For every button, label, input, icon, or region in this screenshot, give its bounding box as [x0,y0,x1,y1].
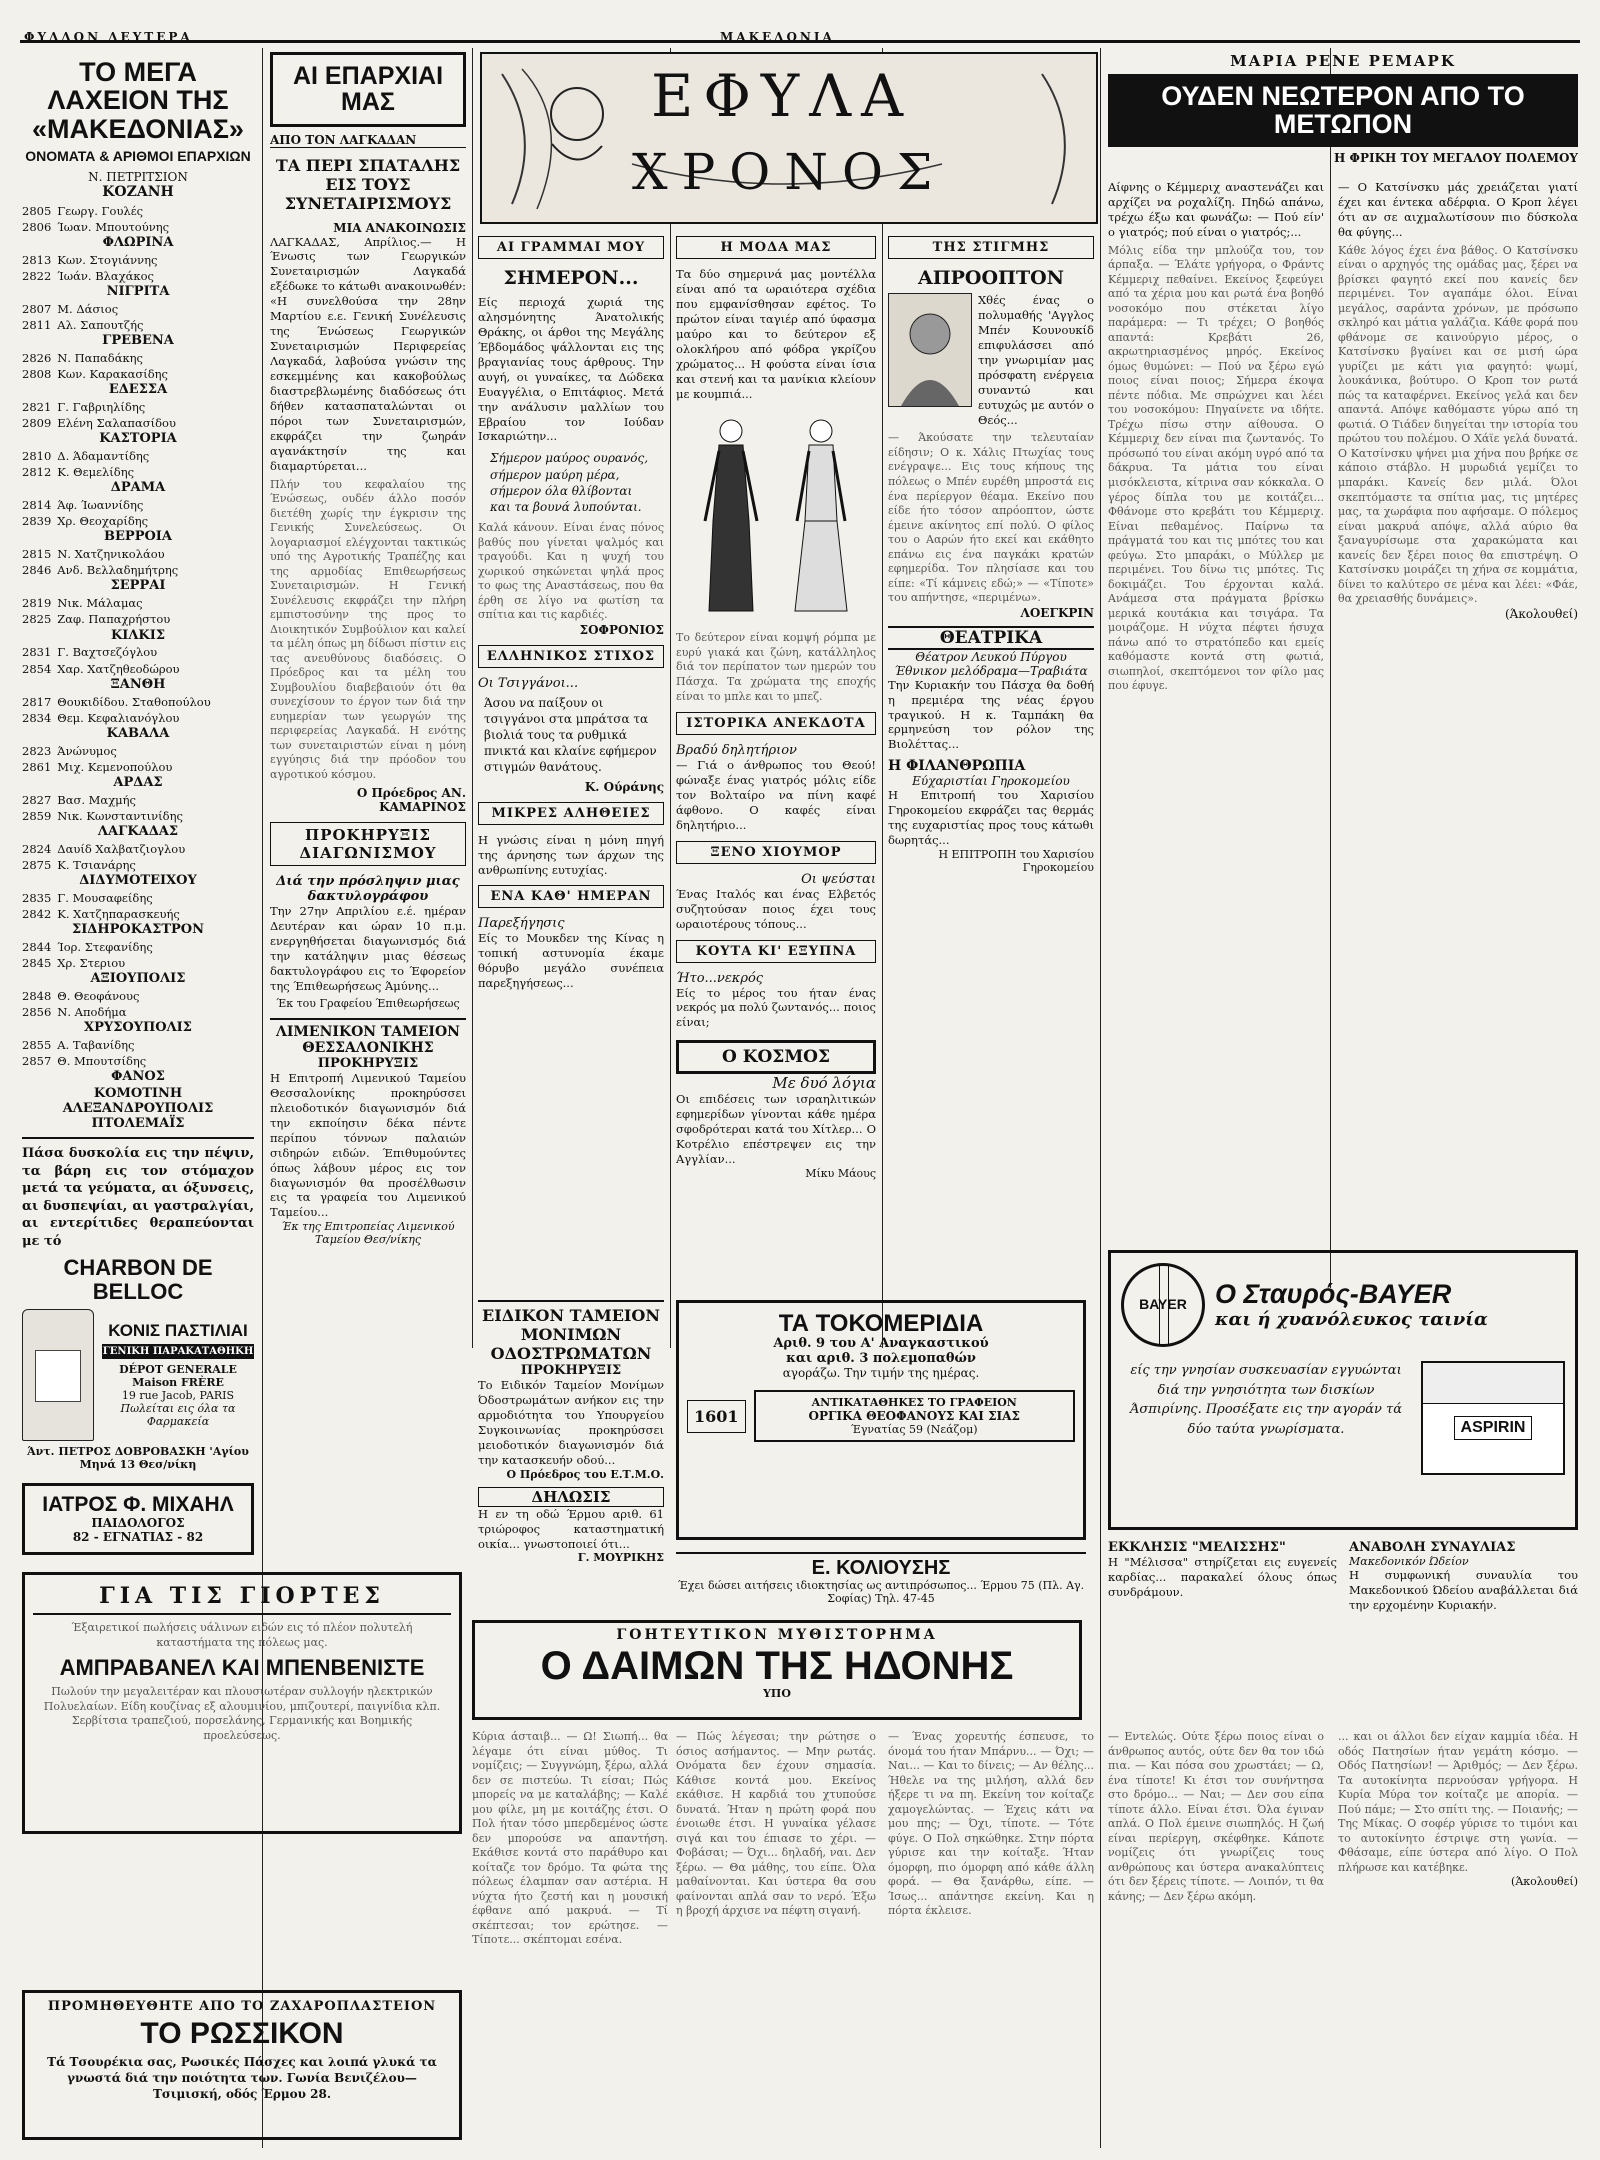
foreign-body: Ένας Ιταλός και ένας Ελβετός συζητούσαν ποιος έχει τους ωραιοτέρους τόπους... [676,886,876,931]
lottery-entry-number: 2857 [22,1054,52,1069]
lottery-entry-number: 2824 [22,841,52,856]
eparchies-from: ΑΠΟ ΤΟΝ ΛΑΓΚΑΔΑΝ [270,133,466,148]
kolioussis-line: Έχει δώσει αιτήσεις ιδιοκτησίας ως αντιπρόσωπος... Έρμου 75 (Πλ. Αγ. Σοφίας) Τηλ. 47-45 [677,1579,1085,1605]
lottery-entry [22,350,254,366]
lottery-region-heading: ΑΛΕΞΑΝΔΡΟΥΠΟΛΙΣ [62,1101,214,1117]
lottery-entry [22,710,254,726]
lottery-entry-number: 2856 [22,1005,52,1020]
postponed-body: Η συμφωνική συναυλία του Μακεδονικού Ώδείου αναβάλλεται διά την ερχομένην Κυριακήν. [1349,1568,1578,1612]
bayer-ad [1108,1250,1578,1530]
foreign-section: ΞΕΝΟ ΧΙΟΥΜΟΡ [676,841,876,864]
moment-section: ΤΗΣ ΣΤΙΓΜΗΣ [888,236,1094,259]
novel-title-bar [1108,74,1578,147]
historical-sub: Βραδύ δηλητήριον [676,743,797,759]
lottery-entry [22,694,254,710]
novel-column-1 [1108,180,1324,1240]
serial-cont: (Άκολουθεί) [1511,1875,1578,1889]
world-section [676,1040,876,1074]
historical-section: ΙΣΤΟΡΙΚΑ ΑΝΕΚΔΟΤΑ [676,712,876,735]
novel-title: ΟΥΔΕΝ ΝΕΩΤΕΡΟΝ ΑΠΟ ΤΟ ΜΕΤΩΠΟΝ [1161,81,1525,140]
lottery-entry-name: Ζαφ. Παπαχρήστου [57,612,171,627]
lottery-entry [22,1053,254,1069]
typing-contest-title: ΠΡΟΚΗΡΥΞΙΣ ΔΙΑΓΩΝΙΣΜΟΥ [270,822,466,866]
foreign-sub: Οι ψεύσται [801,871,876,887]
lottery-entry-name: Α. Ταβανίδης [57,1038,135,1053]
lottery-entry [22,955,254,971]
lottery-region-heading: ΚΟΜΟΤΙΝΗ [93,1086,183,1102]
puzzle-sub: Ήτο...νεκρός [676,970,764,986]
lottery-entry-name: Βασ. Μαχμής [57,792,136,807]
lottery-entry-name: Γεωργ. Γουλές [57,203,144,218]
typing-contest-sub: Διά την πρόσληψιν μιας δακτυλογράφου [276,874,460,905]
bayer-sub: και ή χυανόλευκος ταινία [1215,1308,1488,1330]
lottery-subtitle: ΟΝΟΜΑΤΑ & ΑΡΙΘΜΟΙ ΕΠΑΡΧΙΩΝ [25,148,251,165]
serial-tag: ΓΟΗΤΕΥΤΙΚΟΝ ΜΥΘΙΣΤΟΡΗΜΑ [616,1627,938,1643]
lottery-region-heading: ΓΡΕΒΕΝΑ [102,333,174,349]
tokomeridia-line3: αγοράζω. Την τιμήν της ημέρας. [782,1366,980,1381]
serial-col-1: Κύρια άσταιβ... — Ω! Σιωπή... θα λέγαμε ότι είναι μύθος. Τι νομίζεις; — Συγγνώμη, ξέρω, αλλά δεν σε πιστεύω. Τι είσαι; Πώς μπορείς να με καταλάβης; — Καλέ μου φίλε, μη με κοιτάζης έτσι. Ο Πολ ήταν τόσο μπερδεμένος ώστε δεν μπορούσε να απαντήση. Εκάθισε κοντά στο παράθυρο και κοίταζε τον δρόμο. Τα φώτα της πόλεως έλαμπαν σαν αστέρια. Η νύχτα ήτο ζεστή και η μουσική έφθανε από μακρυά. — Τί σκέπτεσαι; τον ερώτησε. — Τίποτε... σκέπτομαι εσένα. [472,1730,668,1947]
eparchies-kicker: ΜΙΑ ΑΝΑΚΟΙΝΩΣΙΣ [333,220,466,235]
lottery-entry-name: Κων. Καρακασίδης [57,367,169,382]
typing-contest-sign: Έκ του Γραφείου Έπιθεωρήσεως [276,996,460,1010]
eparchies-column [270,52,466,1562]
lottery-entry [22,562,254,578]
lottery-region-heading: ΒΕΡΡΟΙΑ [104,529,172,545]
russikon-head: ΠΡΟΜΗΘΕΥΘΗΤΕ ΑΠΟ ΤΟ ΖΑΧΑΡΟΠΛΑΣΤΕΙΟΝ [47,1999,437,2014]
lottery-region-heading: ΦΑΝΟΣ [111,1069,165,1085]
letters-column [478,228,664,1292]
lottery-entry-number: 2861 [22,759,52,774]
verse-text: Άσου να παίξουν οι τσιγγάνοι στα μπράτσα τα βιολιά τους τα ρυθμικά πνικτά και κλαίνε εφήμερον στιγμών θανάτους. [484,695,657,775]
lottery-entry [22,513,254,529]
serial-col-4: — Εντελώς. Ούτε ξέρω ποιος είναι ο άνθρωπος αυτός, ούτε δεν θα τον ιδώ πια. — Και πόσα σου χρωστάει; — Ω, ένα τίποτε! Κι έτσι τον συνήντησα στο δρόμο... — Ναι; — Δεν σου είπα τίποτε άλλο. Είναι έτσι. Όλα έγιναν απλά. Ο Πολ έμεινε σιωπηλός. Η ζωή είναι περίεργη, σκέφθηκε. Κάποτε νομίζεις ότι γνωρίζεις τους ανθρώπους και ύστερα ανακαλύπτεις ότι δεν ξέρεις τίποτε. — Λοιπόν, τι θα κάνης; — Δεν ξέρω ακόμη. [1108,1730,1324,1903]
moment-sign: ΛΟΕΓΚΡΙΝ [1020,605,1094,620]
truths-section: ΜΙΚΡΕΣ ΑΛΗΘΕΙΕΣ [478,802,664,825]
lottery-entry-name: Ίορ. Στεφανίδης [57,939,153,954]
notice-sign: Γ. ΜΟΥΡΙΚΗΣ [577,1551,664,1565]
lottery-entry [22,366,254,382]
doctor-ad [22,1483,254,1555]
belloc-depot: DÉPOT GENERALE Maison FRÈRE [119,1362,237,1389]
church-column [888,1300,1094,1610]
tokomeridia-agency: ΑΝΤΙΚΑΤΑΘΗΚΕΣ ΤΟ ΓΡΑΦΕΙΟΝ [811,1396,1017,1410]
belloc-copy: Πάσα δυσκολία εις την πέψιν, τα βάρη εις τον στόμαχον μετά τα γεύματα, αι όξυνσεις, αι δυσπεψίαι, αι γαστραλγίαι, αι εντερίτιδες θεραπεύονται με τό [22,1146,254,1249]
lottery-entry [22,661,254,677]
novel-col1-text: Μόλις είδα την μπλούζα του, τον άρπαξα. — Έλάτε γρήγορα, ο Φράντς Κέμμεριχ πεθαίνει. Εκείνος ξεφεύγει από τα χέρια μου και ρωτά ένα βοηθό νοσοκόμο που στέκεται λίγο παράμερα: — Τι τρέχει; Ο βοηθός απαντά: Κρεβάτι 26, ακρωτηριασμένος μηρός. Εκείνος όμως θυμώνει: — Πού να ξέρω εγώ ποιος είναι ποιος; Σήμερα έκοψα πέντε πόδια. Με σπρώχνει και λέει του νοσοκόμου: Πηγαίνετε να ιδήτε. Τρέχω πίσω στην αίθουσα. Ο Κέμμεριχ δεν είναι πια ζωντανός. Το πρόσωπό του είναι ακόμη υγρό από τα δάκρυα. Τα μάτια του είναι μισόκλειστα, κίτρινα σαν κόκκαλα. Ο γέρος δίπλα του με κοιτάζει... Φθάνομε στο κρεβάτι του Κέμμεριχ. Είναι πεθαμένος. Παίρνω τα πράγματά του και τις μπότες του και φεύγω. Στο μπαράκι, ο Μύλλερ με περιμένει. Του δίνω τις μπότες. Τις δοκιμάζει. Του έρχονται καλά. Ανάμεσα στα πράγματα βρίσκω μερικά κουτάκια και τσιγάρα. Τα μοιράζομε. Η νύχτα πέφτει ήσυχα πάνω από το στρατόπεδο και εμείς καθόμαστε κοντά στη φωτιά, σιωπηλοί, σκεπτόμενοι τον φίλο μας που έφυγε. [1108,243,1324,693]
lottery-entry-number: 2842 [22,906,52,921]
lottery-entry-name: Δαυίδ Χαλβατζιογλου [57,841,186,856]
kolioussis-name: Ε. ΚΟΛΙΟΥΣΗΣ [811,1557,951,1579]
lottery-region-heading: ΞΑΝΘΗ [110,676,166,692]
lottery-entry-number: 2846 [22,563,52,578]
lottery-entry-name: Μιχ. Κεμενοπούλου [57,759,173,774]
lottery-region-heading: ΚΙΛΚΙΣ [110,627,166,643]
aspirin-box-label: ASPIRIN [1454,1416,1533,1440]
lottery-region-heading: ΠΤΟΛΕΜΑΪΣ [91,1116,185,1132]
serial-title: Ο ΔΑΙΜΩΝ ΤΗΣ ΗΔΟΝΗΣ [540,1644,1014,1688]
moment-body-continued: — Άκούσατε την τελευταίαν είδησιν; Ο κ. Χάλις Πτωχίας τους ενέγραψε... Εις τους κήπους της πόλεως ο Μπέν ευρέθη μπροστά εις ένα περίεργον θέαμα. Εκείνο που είδε ήτο τόσον απρόοπτον, ώστε έμεινε ακίνητος επί πολύ. Ο φίλος του ο Ααρών ήτο εκεί και εκάθητο επάνω εις ένα παγκάκι κρατών εφημερίδα. Τον πλησίασε και του είπε: «Τί κάμνεις εδώ;» — «Τίποτε» του απήντησε, «περιμένω». [888,431,1094,605]
lottery-entry-number: 2808 [22,367,52,382]
lottery-entry-number: 2813 [22,252,52,267]
philanthropy-body: Η Επιτροπή του Χαρισίου Γηροκομείου εκφράζει τας θερμάς της ευχαριστίας προς τους κάτωθι δωρητάς... [888,788,1094,848]
lottery-entry [22,1004,254,1020]
column-rule [472,48,473,1348]
notice-body: Η εν τη οδώ Έρμου αριθ. 61 τριώροφος καταστηματική οικία... γνωστοποιεί ότι... [478,1506,664,1551]
lottery-entry-number: 2825 [22,612,52,627]
lottery-entry [22,743,254,759]
holiday-text: Έξαιρετικοί πωλήσεις υάλινων ειδών εις τό πλέον πολυτελή καταστήματα της πόλεως μας. [71,1621,413,1649]
belloc-product: ΚΟΝΙΣ ΠΑΣΤΙΛΙΑΙ [108,1320,248,1340]
belloc-ad [22,1137,254,1470]
belloc-brand: CHARBON DE BELLOC [63,1255,213,1304]
tokomeridia-agency2: ΟΡΓΙΚΑ ΘΕΟΦΑΝΟΥΣ ΚΑΙ ΣΙΑΣ [808,1409,1020,1424]
lottery-entry [22,268,254,284]
fashion-body: Τα δύο σημερινά μας μοντέλλα είναι από τα ωραιότερα σχέδια που εμφανίσθησαν εφέτος. Το πρώτον είναι ταγιέρ από ύφασμα μαύρο και το δεύτερον εξ ολοκλήρου από φόδρα γκρίζου χρώματος... Η φούστα είναι ίσια και στενή και τα μανίκια κλείουν με κουμπιά... [676,267,876,401]
puzzle-section: ΚΟΥΤΑ ΚΙ' ΕΞΥΠΝΑ [676,940,876,963]
port-fund-body: Η Επιτροπή Λιμενικού Ταμείου Θεσσαλονίκης προκηρύσσει πλειοδοτικόν διαγωνισμόν διά την εκποίησιν δέκα πέντε περίπου τόννων παλαιών σιδηρών ειδών. Έπιθυμούντες όπως λάβουν μέρος εις τον διαγωνισμόν θα προσέλθωσιν εις τα γραφεία του Λιμενικού Ταμείου... [270,1070,466,1220]
letters-sign: ΣΟΦΡΟΝΙΟΣ [579,622,664,637]
lottery-region-heading: ΚΑΣΤΟΡΙΑ [99,431,177,447]
lottery-entry-name: Γ. Γαβριηλίδης [57,400,146,415]
lottery-entry-name: Ίωαν. Μπουτούνης [57,219,170,234]
eparchies-headline: ΤΑ ΠΕΡΙ ΣΠΑΤΑΛΗΣ ΕΙΣ ΤΟΥΣ ΣΥΝΕΤΑΙΡΙΣΜΟΥΣ [275,155,461,213]
belloc-tag: ΓΕΝΙΚΗ ΠΑΡΑΚΑΤΑΘΗΚΗ [102,1345,254,1357]
lottery-entry-number: 2823 [22,743,52,758]
lottery-region-heading: ΝΙΓΡΙΤΑ [106,283,170,299]
lottery-entry-name: Χαρ. Χατζηθεοδώρου [57,661,180,676]
lottery-entry-name: Νικ. Μάλαμας [57,596,143,611]
bayer-cross-logo [1121,1263,1205,1347]
eparchies-body-continued: Πλήν του κεφαλαίου της Ένώσεως, ουδέν άλλο ποσόν διετέθη χωρίς την έγκρισιν της Γενικής Συνελεύσεως. Οι λογαριασμοί ελέγχονται τακτικώς υπό της Αγροτικής Τραπέζης και της αρμοδίας Επιθεωρήσεως Συνεταιρισμών. Η Γενική Συνέλευσις εκφράζει την πλήρη εμπιστοσύνην της προς το Διοικητικόν Συμβούλιον και καλεί τα μέλη όπως μη δίδωσι πίστιν εις τας ανευθύνους διαδόσεις. Ο Πρόεδρος και τα μέλη του Συμβουλίου διαβεβαιούν ότι θα συνεχίσουν το έργον των διά την ευημερίαν των γεωργών της περιφερείας Λαγκαδά. Η ενότης των συνεταιριστών είναι η μόνη εγγύησις διά την πρόοδον του αγροτικού κόσμου. [270,477,466,781]
notice-title: ΔΗΛΩΣΙΣ [478,1487,664,1507]
verse-sign: Κ. Ούράνης [584,779,664,794]
lottery-entry [22,890,254,906]
holiday-ad [22,1572,462,1834]
russikon-text: Τά Τσουρέκια σας, Ρωσικές Πάσχες και λοιπά γλυκά τα γνωστά διά την ποιότητα των. Γωνία Βενιζέλου—Τσιμισκή, οδός Έρμου 28. [47,2054,437,2101]
lottery-entry [22,841,254,857]
aspirin-box-image [1421,1361,1565,1475]
road-fund-notice [478,1300,664,1660]
letters-title: ΣΗΜΕΡΟΝ... [503,267,639,289]
pastille-bottle-image [22,1309,94,1441]
lottery-entry-number: 2811 [22,317,52,332]
lottery-region-heading: ΣΕΡΡΑΙ [110,578,166,594]
center-running-head: ΜΑΚΕΔΟΝΙΑ [720,30,835,44]
puzzle-body: Είς το μέρος του ήταν ένας νεκρός μα πολύ ζωντανός... ποιος είναι; [676,985,876,1030]
lottery-first-region: ΚΟΖΑΝΗ [102,183,174,200]
lottery-entry-name: Κων. Στογιάννης [57,252,158,267]
lottery-entry [22,317,254,333]
serial-author: ΥΠΟ [763,1687,791,1700]
lottery-entry-number: 2831 [22,645,52,660]
lottery-entry-number: 2812 [22,465,52,480]
belloc-sold: Πωλείται εις όλα τα Φαρμακεία [120,1401,236,1428]
port-fund-sign: Έκ της Επιτροπείας Λιμενικού Ταμείου Θεσ/νίκης [281,1220,455,1247]
theatre-sub: Θέατρον Λευκού Πύργου [915,649,1067,664]
lottery-entry-name: Γ. Μουσαφείδης [57,890,153,905]
holiday-title: ΓΙΑ ΤΙΣ ΓΙΟΡΤΕΣ [33,1583,451,1615]
verse-sub: Οι Τσιγγάνοι... [478,675,579,691]
lottery-entry-number: 2834 [22,710,52,725]
moment-headline: ΑΠΡΟΟΠΤΟΝ [917,267,1065,289]
lottery-entry-number: 2805 [22,203,52,218]
lottery-entry-name: Κ. Τσιανάρης [57,857,136,872]
port-fund-title: ΛΙΜΕΝΙΚΟΝ ΤΑΜΕΙΟΝ ΘΕΣΣΑΛΟΝΙΚΗΣ [276,1023,460,1056]
lottery-entry-name: Κ. Θεμελίδης [57,465,135,480]
feature-banner [480,52,1098,224]
port-fund-sub: ΠΡΟΚΗΡΥΞΙΣ [317,1055,419,1071]
novel-sub: Η ΦΡΙΚΗ ΤΟΥ ΜΕΓΑΛΟΥ ΠΟΛΕΜΟΥ [1334,150,1578,165]
lottery-entry-number: 2826 [22,350,52,365]
bayer-text: είς την γνησίαν συσκευασίαν εγγυώνται διά την γνησιότητα των δισκίων Άσπιρίνης. Προσέξατε εις την αγοράν τά δύο ταύτα γνωρίσματα. [1129,1363,1403,1437]
church-concert-strip [1108,1540,1578,1616]
lottery-region-heading: ΧΡΥΣΟΥΠΟΛΙΣ [84,1020,192,1036]
lottery-entry-number: 2815 [22,547,52,562]
tokomeridia-title: ΤΑ ΤΟΚΟΜΕΡΙΔΙΑ [778,1310,984,1337]
lottery-entry-name: Ν. Αποδήμα [57,1005,127,1020]
port-fund-notice [270,1018,466,1246]
lottery-entry [22,301,254,317]
novel-author: ΜΑΡΙΑ ΡΕΝΕ ΡΕΜΑΡΚ [1230,52,1456,70]
tokomeridia-phone: 1601 [687,1400,746,1433]
eparchies-banner [270,52,466,127]
letters-body: Είς περιοχά χωριά της αλησμόνητης Άνατολικής Θράκης, οι άρθοι της Μεγάλης Έβδομάδος ψάλλονται εις της βραγιανίας τους άρθρους. Την αυγή, οι γυναίκες, τα Δώδεκα Ευαγγέλια, ο Επιτάφιος. Μετά την ανάλυσιν μαλλίων του Εβραίου τον Ιούδαν Ισκαριώτην... [478,295,664,444]
lottery-entry [22,792,254,808]
lottery-region-heading: ΛΑΓΚΑΔΑΣ [97,823,179,839]
bayer-logo-text: BAYER [1139,1296,1187,1312]
postponed-title: ΑΝΑΒΟΛΗ ΣΥΝΑΥΛΙΑΣ [1349,1540,1516,1555]
lottery-entry [22,611,254,627]
lottery-entry-number: 2807 [22,301,52,316]
lottery-entry-number: 2845 [22,955,52,970]
world-title: Ο ΚΟΣΜΟΣ [722,1047,830,1068]
philanthropy-title: Η ΦΙΛΑΝΘΡΩΠΙΑ [888,758,1026,775]
serial-col-3: — Ένας χορευτής έσπευσε, το όνομά του ήταν Μπάρνυ... — Όχι; — Ναι... — Και το δίνεις; — Αν θέλης... Ήθελε να της μιλήση, αλλά δεν ήξερε τι να πη. Εκείνη τον κοίταζε χαμογελώντας. — Έχεις κάτι να μου πης; — Όχι, τίποτε. — Τότε φύγε. Ο Πολ σηκώθηκε. Στην πόρτα γύρισε και την κοίταξε. Ήταν όμορφη, πιο όμορφη από κάθε άλλη φορά. — Θα ξανάρθω, είπε. — Ίσως... απάντησε εκείνη. Και η πόρτα έκλεισε. [888,1730,1094,1918]
banner-sub: ΧΡΟΝΟΣ [632,143,947,201]
truths-body: Η γνώσις είναι η μόνη πηγή της άρνησης των άρχων της ανθρωπίνης ευτυχίας. [478,832,664,877]
philanthropy-sign: Η ΕΠΙΤΡΟΠΗ του Χαρισίου Γηροκομείου [938,848,1094,875]
lottery-entry [22,203,254,219]
typing-contest-body: Την 27ην Απριλίου ε.έ. ημέραν Δευτέραν και ώραν 10 π.μ. ενεργηθήσεται διαγωνισμός διά την κατάληψιν μιας θέσεως δακτυλογράφου εις το Έφορείον της Έπιθεωρήσεως Άμύνης... [270,904,466,994]
lottery-entry-number: 2822 [22,268,52,283]
church-body: Η "Μέλισσα" στηρίζεται εις ευγενείς καρδίας... παρακαλεί όλους όπως συνδράμουν. [1108,1555,1337,1599]
lottery-entry-name: Νικ. Κωνσταντινίδης [57,808,183,823]
road-fund-title: ΕΙΔΙΚΟΝ ΤΑΜΕΙΟΝ ΜΟΝΙΜΩΝ ΟΔΟΣΤΡΩΜΑΤΩΝ [478,1300,664,1363]
lottery-entry-name: Θ. Θεοφάνους [57,988,140,1003]
lottery-entry-name: Κ. Χατζηπαρασκευής [57,906,180,921]
lottery-entry-number: 2859 [22,808,52,823]
lottery-region-heading: ΦΛΩΡΙΝΑ [102,234,174,250]
lottery-first-name: Ν. ΠΕΤΡΙΤΣΙΟΝ [88,169,188,184]
lottery-entry-number: 2835 [22,890,52,905]
lottery-entry [22,546,254,562]
lottery-entry-name: Ν. Χατζηνικολάου [57,547,165,562]
lottery-entry [22,497,254,513]
russikon-ad [22,1990,462,2140]
lottery-entry [22,219,254,235]
lottery-entry-number: 2819 [22,596,52,611]
column-rule [670,48,671,1348]
lottery-entry-name: Θουκιδίδου. Σταθοπούλου [57,694,211,709]
serial-col-2: — Πώς λέγεσαι; την ρώτησε ο όσιος ασήμαντος. — Μην ρωτάς. Ονόματα δεν έχουν σημασία. Κάθισε κοντά μου. Εκείνος εκάθισε. Η καρδιά του χτυπούσε δυνατά. Ήταν η πρώτη φορά που ένοιωθε έτσι. Η γυναίκα γέλασε σιγά και του έπιασε το χέρι. — Φοβάσαι; — Όχι... δηλαδή, ναι. Δεν ξέρω. — Θα μάθης, του είπε. Όλα μαθαίνονται. Και ύστερα θα σου φαίνονται απλά σαν το νερό. Έξω η βροχή άρχισε να πέφτη σιγανή. [676,1730,876,1918]
column-rule [1330,48,1331,1288]
tokomeridia-line2: και αριθ. 3 πολεμοπαθών [786,1351,976,1367]
column-rule [1100,48,1101,2148]
lottery-entry [22,644,254,660]
lottery-entry-number: 2839 [22,514,52,529]
lottery-entry-name: Ανδ. Βελλαδημήτρης [57,563,179,578]
day-section: ΕΝΑ ΚΑΘ' ΗΜΕΡΑΝ [478,885,664,908]
lottery-entry [22,1037,254,1053]
lottery-entry-number: 2854 [22,661,52,676]
holiday-body: Πωλούν την μεγαλειτέραν και πλουσιωτέραν συλλογήν ηλεκτρικών Πολυελαίων. Είδη κουζίνας εξ αλουμινίου, μπιζουτερί, παιγνίδια κλπ. Σερβίτσια τραπεζιού, πορσελάνης, Γερμανικής και Βοημικής προελεύσεως. [43,1685,441,1742]
fashion-figure-image [781,411,861,621]
lottery-entry [22,399,254,415]
lottery-region-heading: ΔΙΔΥΜΟΤΕΙΧΟΥ [79,872,197,888]
eparchies-title: ΑΙ ΕΠΑΡΧΙΑΙ ΜΑΣ [292,62,444,117]
letters-body-continued: Καλά κάνουν. Είναι ένας πόνος βαθύς που γίνεται ψαλμός και τραγούδι. Και η ψυχή του χωρικού σηκώνεται ψηλά προς το φως της Αναστάσεως, που θα έρθη σε λίγο να φωτίση τα σπίτια και τις καρδιές. [478,521,664,622]
lottery-entry-number: 2814 [22,498,52,513]
lottery-entry [22,939,254,955]
tokomeridia-street: Έγνατίας 59 (Νεάζομ) [850,1423,978,1437]
lottery-entry-number: 2875 [22,857,52,872]
lottery-region-heading: ΕΔΕΣΣΑ [108,382,168,398]
holiday-headline: ΑΜΠΡΑΒΑΝΕΛ ΚΑΙ ΜΠΕΝΒΕΝΙΣΤΕ [59,1655,425,1681]
church-title: ΕΚΚΛΗΣΙΣ "ΜΕΛΙΣΣΗΣ" [1108,1540,1286,1555]
doctor-speciality: ΠΑΙΔΟΛΟΓΟΣ [91,1515,185,1530]
lottery-entry-name: Χρ. Θεοχαρίδης [57,514,149,529]
belloc-address: 19 rue Jacob, PARIS [121,1388,235,1402]
portrait-image [888,293,972,407]
fashion-illustration [676,411,876,621]
novel-col1-lead: Αίφνης ο Κέμμεριχ αναστενάζει και αρχίζει να ροχαλίζη. Πηδώ απάνω, τρέχω έξω και φωνάζω: — Πού είν' ο γιατρός; πού είναι ο γιατρός;... [1108,180,1324,239]
novel-col2-text: Κάθε λόγος έχει ένα βάθος. Ο Κατσίνσκυ είναι ο αρχηγός της ομάδας μας, ξέρει να βρίσκει φαγητό εκεί που κανείς δεν περιμένει. Τον αγαπάμε όλοι. Είναι μεγάλος, σαράντα χρόνων, με πρόσωπο σκληρό και μάτια γαλάζια. Κάθε φορά που φθάνομε σε καινούργιο μέρος, ο Κατσίνσκυ βγαίνει και σε μισή ώρα γυρίζει με κάτι για φαγητό: ψωμί, λουκάνικα, βούτυρο. Ο Κροπ τον ρωτά πώς τα καταφέρνει. Εκείνος γελά και δεν απαντά. Απόψε καθόμαστε γύρω από τη φωτιά. Ο Τιάδεν διηγείται την ιστορία του πρώτου του πολέμου. Ο Χάϊε γελά δυνατά. Ο Κατσίνσκυ ψήνει μια χήνα που βρήκε σε κάποιο στάβλο. Η μυρωδιά γεμίζει το μπαράκι. Κανείς δεν μιλά. Όλοι σκεπτόμαστε τα σπίτια μας, τις μητέρες μας, τα χωράφια που αφήσαμε. Ο πόλεμος είναι μακρυά απόψε, αλλά αύριο θα ξαναγυρίσωμε στα χαρακώματα και κανείς δεν ξέρει ποιος θα επιστρέψη. Ο Κατσίνσκυ μοιράζει τη χήνα σε κομμάτια, δίνει το καλύτερο σε μένα και λέει: «Φάε, θα χρειασθής δυνάμεις». [1338,243,1578,606]
lottery-entry-name: Δ. Άδαμαντίδης [57,449,150,464]
theatre-sub2: Έθνικον μελόδραμα—Τραβιάτα [894,663,1088,678]
lottery-entry [22,988,254,1004]
novel-header [1108,52,1578,172]
eparchies-sign: Ο Πρόεδρος ΑΝ. ΚΑΜΑΡΙΝΟΣ [356,786,466,815]
lottery-entry [22,906,254,922]
lottery-entry [22,857,254,873]
lottery-region-heading: ΑΞΙΟΥΠΟΛΙΣ [90,971,186,987]
lottery-entry-number: 2806 [22,219,52,234]
lottery-region-heading: ΑΡΔΑΣ [113,774,163,790]
lottery-entry-name: Θ. Μπουτσίδης [57,1054,147,1069]
lottery-entry-name: Μ. Δάσιος [57,301,119,316]
lottery-entry-number: 2810 [22,449,52,464]
lottery-entry [22,464,254,480]
lottery-entry [22,415,254,431]
eparchies-body: ΛΑΓΚΑΔΑΣ, Απρίλιος.— Η Ένωσις των Γεωργικών Συνεταιρισμών Λαγκαδά εξέδωκε το κάτωθι ανακοινωθέν: «Η συνελθούσα την 28ην Μαρτίου ε.ε. Γενική Συνέλευσις της Ένώσεως Γεωργικών Συνεταιρισμών Περιφερείας Λαγκαδά, λαβούσα γνώσιν της εσκεμμένης και κακοβούλως διαστρεβλωμένης διαδόσεως ότι δήθεν κατασπαταλώνται οι πόροι των Συνεταιρισμών, εκφράζει την ζωηράν αγανάκτησίν της και διαμαρτύρεται... [270,234,466,473]
lottery-entry-name: Ίωάν. Βλαχάκος [57,268,154,283]
lottery-entry-name: Αλ. Σαπουτζής [57,317,144,332]
fashion-figure-image [691,411,771,621]
novel-col2-lead: — Ο Κατσίνσκυ μάς χρειάζεται γιατί έχει και έντεκα αδέρφια. Ο Κροπ λέγει ότι αν σε αιχμαλωτίσουν πιο δύσκολα θα φύγης... [1338,180,1578,239]
doctor-address: 82 - ΕΓΝΑΤΙΑΣ - 82 [72,1529,204,1544]
lottery-region-heading: ΔΡΑΜΑ [110,480,166,496]
lottery-entry-name: Ελένη Σαλαπασίδου [57,416,176,431]
moment-column [888,228,1094,1292]
lottery-entry [22,595,254,611]
moment-body: Χθές ένας ο πολυμαθής 'Αγγλος Μπέν Κουνουκίδ επιφυλάσσει από την γνωριμίαν μας πρόσφατη ενέργεια συναντώ και ευτυχώς με αυτόν ο Θεός... [978,293,1094,427]
lottery-entry-number: 2844 [22,939,52,954]
novel-column-2 [1338,180,1578,1240]
novel-cont: (Άκολουθεί) [1504,606,1578,621]
fashion-column [676,228,876,1292]
lottery-entry-number: 2827 [22,792,52,807]
lottery-list [22,203,254,1131]
lottery-entry-name: Άφ. Ίωαννίδης [57,498,144,513]
banner-word: ΕΦΥΛΑ [651,62,913,130]
lottery-entry [22,759,254,775]
lottery-entry-number: 2817 [22,694,52,709]
lottery-entry [22,808,254,824]
fashion-body-continued: Το δεύτερον είναι κομψή ρόμπα με ευρύ γιακά και ζώνη, κατάλληλος διά τον περίπατον των ημερών του Πάσχα. Τα χρώματα της εποχής είναι το μπλε και το μπεζ. [676,631,876,703]
lottery-title: ΤΟ ΜΕΓΑ ΛΑΧΕΙΟΝ ΤΗΣ «ΜΑΚΕΔΟΝΙΑΣ» [32,57,244,144]
verse-section: ΕΛΛΗΝΙΚΟΣ ΣΤΙΧΟΣ [478,645,664,668]
tokomeridia-line1: Αριθ. 9 του Α' Αναγκαστικού [773,1336,989,1352]
theatre-title: ΘΕΑΤΡΙΚΑ [888,626,1094,650]
lottery-entry-number: 2809 [22,416,52,431]
historical-body: — Γιά ο άνθρωπος του Θεού! φώναξε ένας γιατρός μόλις είδε τον Βολταίρο να πίνη καφέ άφθονο. Ο καφές είναι δηλητήριο... [676,758,876,832]
bayer-title: Ο Σταυρός-BAYER [1215,1279,1452,1310]
lottery-entry-number: 2821 [22,400,52,415]
letters-poem: Σήμερον μαύρος ουρανός, σήμερον μαύρη μέρα, σήμερον όλα θλίβονται και τα βουνά λυπούνται. [490,451,649,514]
day-sub: Παρεξήγησις [478,916,565,932]
lottery-entry-name: Χρ. Στεριου [57,955,126,970]
lottery-entry-name: Ν. Παπαδάκης [57,350,143,365]
day-body: Είς το Μουκδεν της Κίνας η τοπική αστυνομία έκαμε θόρυβο μεγάλο συνέπεια παρεξηγήσεως... [478,931,664,991]
fashion-section: Η ΜΟΔΑ ΜΑΣ [676,236,876,259]
world-sign: Μίκυ Μάους [805,1167,876,1181]
road-fund-body: Το Ειδικόν Ταμείον Μονίμων Όδοστρωμάτων ανήκον εις την αρμοδιότητα του Υπουργείου Συγκοινωνίας προκηρύσσει μειοδοτικόν διαγωνισμόν διά την κατασκευήν οδού... [478,1378,664,1467]
left-running-head: ΦΥΛΛΟΝ ΔΕΥΤΕΡΑ [24,30,193,44]
road-fund-sub: ΠΡΟΚΗΡΥΞΙΣ [520,1363,622,1378]
doctor-name: ΙΑΤΡΟΣ Φ. ΜΙΧΑΗΛ [42,1492,234,1516]
lottery-region-heading: ΣΙΔΗΡΟΚΑΣΤΡΟΝ [72,922,204,937]
world-sub: Με δυό λόγια [772,1074,876,1093]
world-body: Οι επιδέσεις των ισραηλιτικών εφημερίδων γίνονται κάθε ημέρα σφοδρότεραι κατά του Χίτλερ... Ο Κοτρέλιο επέστρεψεν εις την Αγγλίαν... [676,1092,876,1167]
postponed-sub: Μακεδονικόν Ώδείον [1349,1555,1469,1568]
road-fund-sign: Ο Πρόεδρος του Ε.Τ.Μ.Ο. [506,1467,664,1481]
column-rule [882,48,883,1348]
serial-col-5: ... και οι άλλοι δεν είχαν καμμία ιδέα. Η οδός Πατησίων ήταν γεμάτη κόσμο. — Οδός Πατησίων! — Άριθμός; — Δεν ξέρω. Τα αυτοκίνητα περνούσαν γρήγορα. Η Κυρία Μύρα τον κοίταζε με απορία. — Πού πάμε; — Στο σπίτι της. — Ποιανής; — Της Μίκας. Ο σοφέρ γύρισε το τιμόνι και το αυτοκίνητο έστριψε στη γωνία. — Φθάσαμε, είπε ύστερα από λίγο. Ο Πολ πλήρωσε και κατέβηκε. (Άκολουθεί) [1338,1730,1578,1889]
russikon-name: ΤΟ ΡΩΣΣΙΚΟΝ [140,2017,344,2050]
lottery-entry-number: 2848 [22,988,52,1003]
belloc-agent: Άντ. ΠΕΤΡΟΣ ΔΟΒΡΟΒΑΣΚΗ 'Αγίου Μηνά 13 Θεσ/νίκη [27,1444,249,1471]
philanthropy-sub: Εύχαριστίαι Γηροκομείου [912,774,1070,789]
letters-section: ΑΙ ΓΡΑΜΜΑΙ ΜΟΥ [478,236,664,259]
lottery-region-heading: ΚΑΒΑΛΑ [106,725,170,741]
lottery-entry [22,448,254,464]
lottery-entry-number: 2855 [22,1038,52,1053]
serial-header [472,1620,1082,1720]
lottery-entry [22,252,254,268]
lottery-entry-name: Άνώνυμος [57,743,117,758]
theatre-body: Την Κυριακήν του Πάσχα θα δοθή η πρεμιέρα της νέας έργου τραγικού. Η κ. Ταμπάκη θα ερμηνεύση τον ρόλον της Βιολέττας... [888,677,1094,752]
lottery-entry-name: Θεμ. Κεφαλιανόγλου [57,710,180,725]
lottery-entry-name: Γ. Βαχτσεζόγλου [57,645,158,660]
